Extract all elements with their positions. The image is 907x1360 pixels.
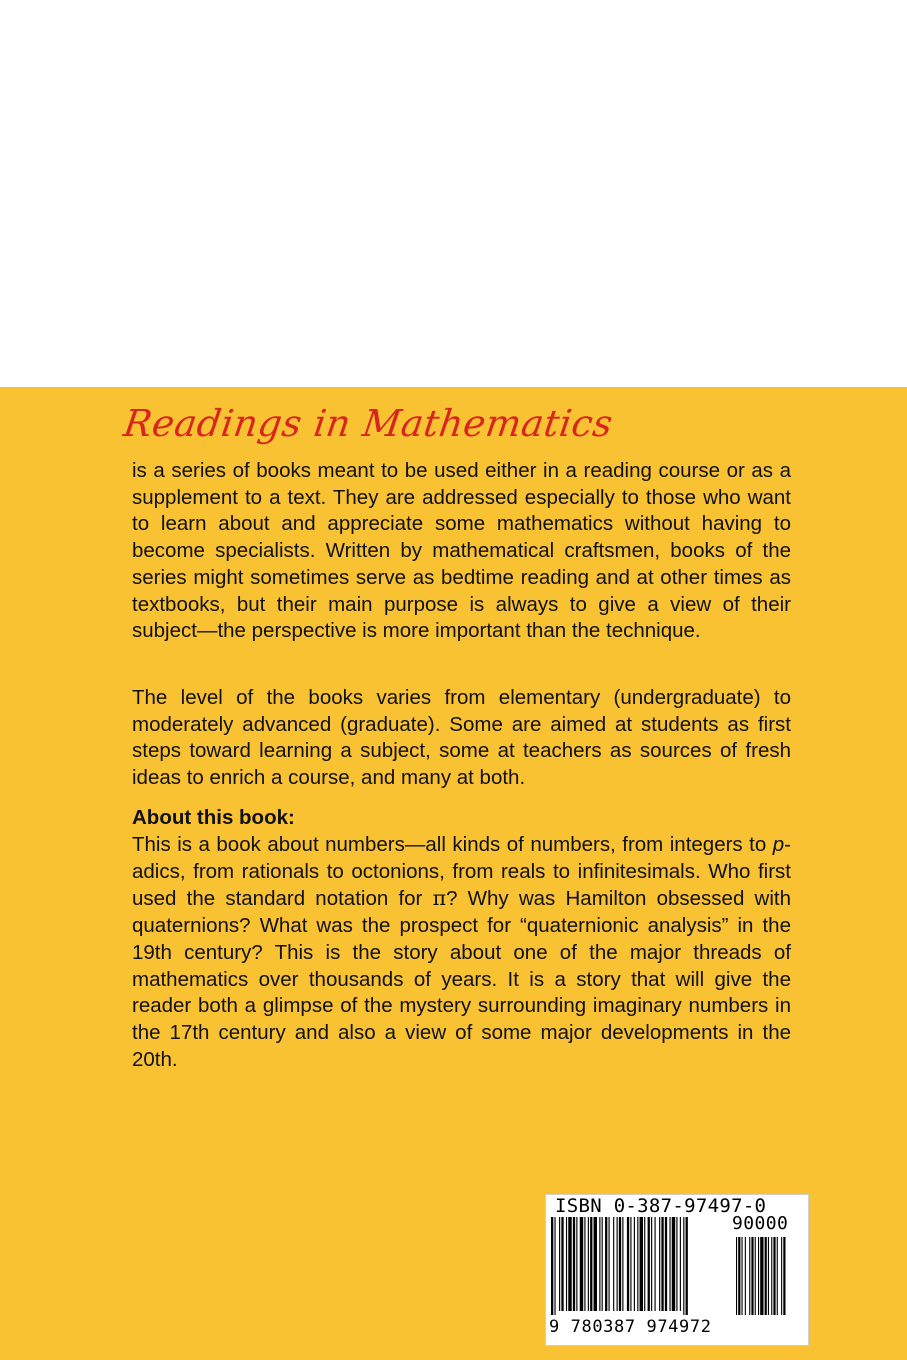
barcode-addon-bar	[760, 1237, 763, 1315]
barcode-bar	[602, 1217, 603, 1311]
barcode-bar	[669, 1217, 670, 1311]
barcode-bar	[613, 1217, 614, 1311]
barcode-addon-bar	[742, 1237, 743, 1315]
p-variable: p	[772, 833, 785, 856]
book-description-part-2: -adics, from rationals to octonions, from reals to infinitesimals. Who first used the standard notation for	[132, 833, 791, 911]
barcode-bar	[672, 1217, 675, 1311]
barcode-bar	[554, 1217, 555, 1315]
series-description: is a series of books meant to be used either in a reading course or as a supplement to a text. They are addressed especially to those who want to learn about and appreciate some mathematics without having to become specialists. Written by mathematical craftsmen, books of the series might sometimes serve as bedtime reading and at other times as textbooks, but their main purpose is always to give a view of their subject—the perspective is more important than the technique.	[132, 459, 791, 643]
barcode-ean-number: 9 780387 974972	[549, 1317, 712, 1337]
barcode-bar	[568, 1217, 571, 1311]
barcode-addon-bar	[758, 1237, 759, 1315]
barcode-bar	[561, 1217, 563, 1311]
barcode-bar	[640, 1217, 643, 1311]
barcode-addon-bar	[738, 1237, 740, 1315]
barcode-bar	[580, 1217, 583, 1311]
barcode-bar	[686, 1217, 688, 1315]
barcode-bar	[594, 1217, 597, 1311]
pi-symbol: π	[432, 886, 447, 911]
barcode-addon-bar	[781, 1237, 782, 1315]
about-heading: About this book:	[132, 806, 295, 829]
barcode-bar	[676, 1217, 677, 1311]
barcode-bar	[683, 1217, 684, 1315]
barcode-bar	[637, 1217, 638, 1311]
barcode-bar	[661, 1217, 663, 1311]
barcode-addon-bar	[736, 1237, 737, 1315]
barcode-bar	[655, 1217, 656, 1311]
barcode-bar	[588, 1217, 589, 1311]
level-description: The level of the books varies from elementary (undergraduate) to moderately advanced (graduate). Some are aimed at students as first steps toward learning a subject, some at teachers as sources of fresh ideas to enrich a course, and many at both.	[132, 686, 791, 790]
barcode-bar	[648, 1217, 650, 1311]
barcode-bar	[605, 1217, 607, 1311]
barcode-addon-bar	[771, 1237, 772, 1315]
barcode-addon-bar	[768, 1237, 769, 1315]
barcode-box	[545, 1194, 809, 1346]
barcode-bar	[584, 1217, 585, 1311]
barcode-bar	[551, 1217, 553, 1315]
barcode-bar	[609, 1217, 610, 1311]
barcode-bar	[665, 1217, 667, 1311]
barcode-bar	[659, 1217, 660, 1311]
series-title: Readings in Mathematics	[120, 402, 616, 445]
barcode-addon-bar	[765, 1237, 767, 1315]
book-description-part-3: ? Why was Hamilton obsessed with quaternions? What was the prospect for “quaternionic analysis” in the 19th century? This is the story about one of the major threads of mathematics over thousands of years. It is a story that will give the reader both a glimpse of the mystery surrounding imaginary numbers in the 17th century and also a view of some major developments in the 20th.	[132, 887, 791, 1071]
barcode-addon-bar	[751, 1237, 753, 1315]
barcode-bar	[617, 1217, 618, 1311]
barcode-bar	[559, 1217, 560, 1311]
barcode-bar	[622, 1217, 623, 1311]
barcode-addon-bar	[783, 1237, 785, 1315]
barcode-bar	[634, 1217, 635, 1311]
barcode-bar	[573, 1217, 575, 1311]
barcode-bar	[680, 1217, 681, 1311]
barcode-bar	[644, 1217, 645, 1311]
barcode-addon-number: 90000	[732, 1213, 789, 1234]
book-description	[132, 832, 791, 1073]
barcode-bar	[619, 1217, 621, 1311]
barcode-bar	[627, 1217, 629, 1311]
barcode-addon-bar	[749, 1237, 750, 1315]
barcode-bar	[566, 1217, 567, 1311]
barcode-addon-bar	[777, 1237, 778, 1315]
book-description-part-1: This is a book about numbers—all kinds of numbers, from integers to	[132, 833, 773, 856]
barcode-addon-bar	[773, 1237, 775, 1315]
isbn-label: ISBN 0-387-97497-0	[555, 1195, 767, 1217]
barcode-bar	[599, 1217, 600, 1311]
barcode-bar	[576, 1217, 577, 1311]
barcode-bar	[630, 1217, 631, 1311]
white-top-area	[0, 0, 907, 387]
barcode-addon-bar	[755, 1237, 756, 1315]
barcode-bar	[590, 1217, 592, 1311]
barcode-bar	[651, 1217, 652, 1311]
barcode-addon-bar	[745, 1237, 746, 1315]
